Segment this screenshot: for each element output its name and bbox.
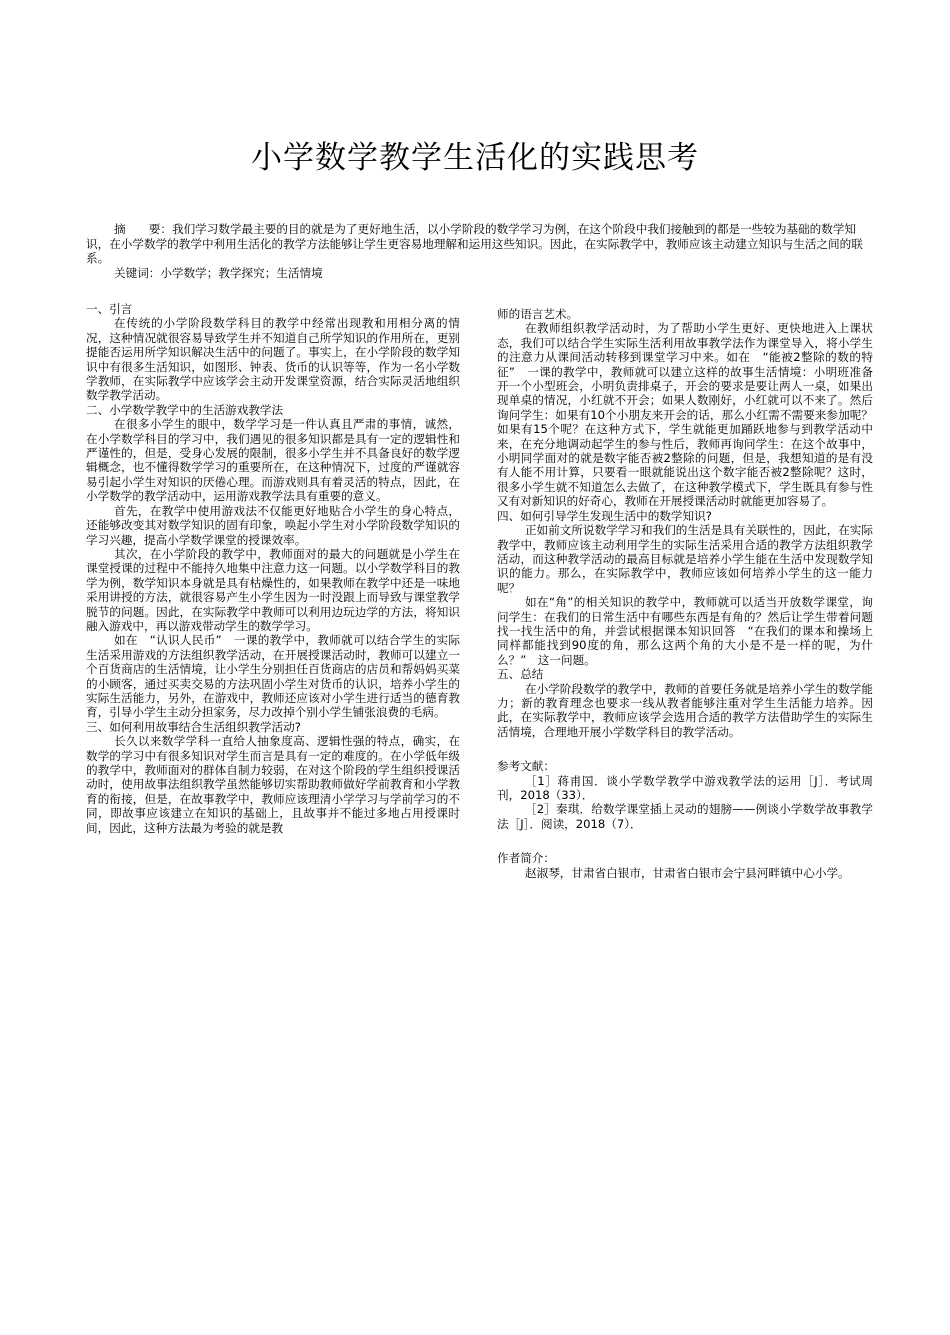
paragraph: 首先，在教学中使用游戏法不仅能更好地贴合小学生的身心特点，还能够改变其对数学知识的固有印象，唤起小学生对小学阶段数学知识的学习兴趣，提高小学数学课堂的授课效率。 — [86, 503, 460, 547]
section-heading-story: 三、如何利用故事结合生活组织教学活动? — [86, 719, 301, 734]
keywords: 关键词：小学数学；教学探究；生活情境 — [114, 265, 323, 280]
reference-item: ［2］秦琪．给数学课堂插上灵动的翅膀——例谈小学数学故事教学法［J］．阅读，2018（7）． — [497, 802, 873, 831]
section-heading-intro: 一、引言 — [86, 302, 133, 316]
paragraph: 正如前文所说数学学习和我们的生活是具有关联性的，因此，在实际教学中，教师应该主动利用学生的实际生活采用合适的教学方法组织教学活动，而这种教学活动的最高目标就是培养小学生能在生活中发现数学知识的能力。那么，在实际教学中，教师应该如何培养小学生的这一能力呢？ — [497, 523, 873, 595]
reference-item: ［1］蒋甫国．谈小学数学教学中游戏教学法的运用［J］．考试周刊，2018（33）． — [497, 773, 873, 802]
paper-title: 小学数学教学生活化的实践思考 — [251, 140, 699, 176]
left-column — [86, 302, 460, 835]
paragraph: 师的语言艺术。 — [497, 307, 579, 321]
section-heading-discover: 四、如何引导学生发现生活中的数学知识? — [497, 508, 712, 523]
abstract-block — [86, 222, 868, 280]
paragraph: 在传统的小学阶段数学科目的教学中经常出现教和用相分离的情况，这种情况就很容易导致学生并不知道自己所学知识的作用所在，更别提能否运用所学知识解决生活中的问题了。事实上，在小学阶段的数学知识中有很多生活知识，如图形、钟表、货币的认识等等，作为一名小学数学教师，在实际教学中应该学会主动开发课堂资源，结合实际灵活地组织数学教学活动。 — [86, 316, 460, 403]
paragraph: 在很多小学生的眼中，数学学习是一件认真且严肃的事情，诚然，在小学数学科目的学习中，我们遇见的很多知识都是具有一定的逻辑性和严谨性的，但是，受身心发展的限制，很多小学生并不具备良好的数学逻辑概念，也不懂得数学学习的重要所在，在这种情况下，过度的严谨就容易引起小学生对知识的厌倦心理。而游戏则具有着灵活的特点，因此，在小学数学的教学活动中，运用游戏教学法具有重要的意义。 — [86, 417, 460, 504]
paragraph: 长久以来数学学科一直给人抽象度高、逻辑性强的特点，确实，在数学的学习中有很多知识对学生而言是具有一定的难度的。在小学低年级的教学中，教师面对的群体自制力较弱，在对这个阶段的学生组织授课活动时，使用故事法组织教学虽然能够切实帮助教师做好学前教育和小学教育的衔接，但是，在故事教学中，教师应该理清小学学习与学前学习的不同，即故事应该建立在知识的基础上，且故事并不能过多地占用授课时间，因此，这种方法最为考验的就是教 — [86, 734, 460, 835]
paragraph: 如在 “认识人民币” 一课的教学中，教师就可以结合学生的实际生活采用游戏的方法组织教学活动，在开展授课活动时，教师可以建立一个百货商店的生活情境，让小学生分别担任百货商店的店员和帮妈妈买菜的小顾客，通过买卖交易的方法巩固小学生对货币的认识，培养小学生的实际生活能力，另外，在游戏中，教师还应该对小学生进行适当的德育教育，引导小学生主动分担家务，尽力改掉个别小学生铺张浪费的毛病。 — [86, 633, 460, 720]
abstract-text: 摘 要：我们学习数学最主要的目的就是为了更好地生活，以小学阶段的数学学习为例，在这个阶段中我们接触到的都是一些较为基础的数学知识，在小学数学的教学中利用生活化的教学方法能够让学生更容易地理解和运用这些知识。因此，在实际教学中，教师应该主动建立知识与生活之间的联系。 — [86, 222, 863, 266]
author-info: 赵淑琴，甘肃省白银市，甘肃省白银市会宁县河畔镇中心小学。 — [525, 865, 850, 880]
section-heading-game: 二、小学数学教学中的生活游戏教学法 — [86, 402, 284, 417]
section-heading-summary: 五、总结 — [497, 667, 544, 682]
paragraph: 如在“角”的相关知识的教学中，教师就可以适当开放数学课堂，询问学生：在我们的日常生活中有哪些东西是有角的？然后让学生带着问题找一找生活中的角，并尝试根据课本知识回答 “在我们的课本和操场上同样都能找到90度的角，那么这两个角的大小是不是一样的呢，为什么？” 这一问题。 — [497, 595, 873, 667]
paragraph: 在教师组织教学活动时，为了帮助小学生更好、更快地进入上课状态，我们可以结合学生实际生活利用故事教学法作为课堂导入，将小学生的注意力从课间活动转移到课堂学习中来。如在 “能被2整除的数的特征” 一课的教学中，教师就可以建立这样的故事生活情境：小明班准备开一个小型班会，小明负责排桌子，开会的要求是要让两人一桌，如果出现单桌的情况，小红就不开会；如果人数刚好，小红就可以不来了。然后询问学生：如果有10个小朋友来开会的话，那么小红需不需要来参加呢？如果有15个呢？在这种方式下，学生就能更加踊跃地参与到教学活动中来，在充分地调动起学生的参与性后，教师再询问学生：在这个故事中，小明同学面对的就是数字能否被2整除的问题，但是，我想知道的是有没有人能不用计算，只要看一眼就能说出这个数字能否被2整除呢？这时，很多小学生就不知道怎么去做了，在这种教学模式下，学生既具有参与性又有对新知识的好奇心，教师在开展授课活动时就能更加容易了。 — [497, 321, 873, 509]
paragraph: 在小学阶段数学的教学中，教师的首要任务就是培养小学生的数学能力；新的教育理念也要求一线从教者能够注重对学生生活能力培养。因此，在实际教学中，教师应该学会选用合适的教学方法借助学生的实际生活情境，合理地开展小学数学科目的教学活动。 — [497, 681, 873, 739]
paragraph: 其次，在小学阶段的教学中，教师面对的最大的问题就是小学生在课堂授课的过程中不能持久地集中注意力这一问题。以小学数学科目的教学为例，数学知识本身就是具有枯燥性的，如果教师在教学中还是一味地采用讲授的方法，就很容易产生小学生因为一时没跟上而导致与课堂教学脱节的问题。因此，在实际教学中教师可以利用边玩边学的方法，将知识融入游戏中，再以游戏带动学生的数学学习。 — [86, 546, 460, 633]
references-heading: 参考文献： — [497, 759, 555, 774]
author-heading: 作者简介： — [497, 851, 555, 866]
right-column — [497, 307, 873, 880]
